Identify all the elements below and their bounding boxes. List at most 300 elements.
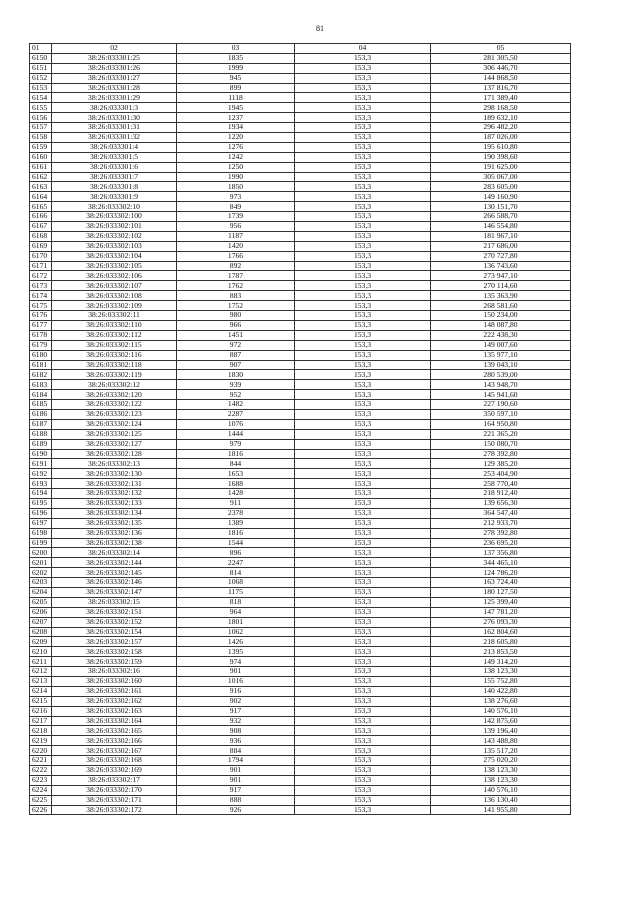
table-row <box>30 528 571 538</box>
row-number-cell: 6211 <box>30 657 52 667</box>
row-number-cell: 6226 <box>30 805 52 815</box>
cadastral-number-cell: 38:26:033301:25 <box>52 53 177 63</box>
amount-cell: 144 868,50 <box>431 73 571 83</box>
cadastral-number-cell: 38:26:033302:11 <box>52 311 177 321</box>
row-number-cell: 6152 <box>30 73 52 83</box>
amount-cell: 276 093,30 <box>431 617 571 627</box>
value-cell: 1766 <box>177 251 295 261</box>
table-row <box>30 73 571 83</box>
row-number-cell: 6169 <box>30 241 52 251</box>
cadastral-number-cell: 38:26:033302:109 <box>52 301 177 311</box>
cadastral-number-cell: 38:26:033302:147 <box>52 587 177 597</box>
cadastral-number-cell: 38:26:033302:118 <box>52 360 177 370</box>
cadastral-number-cell: 38:26:033302:144 <box>52 558 177 568</box>
cadastral-number-cell: 38:26:033302:120 <box>52 390 177 400</box>
value-cell: 1276 <box>177 142 295 152</box>
table-row <box>30 548 571 558</box>
value-cell: 1220 <box>177 133 295 143</box>
table-row <box>30 251 571 261</box>
table-row <box>30 587 571 597</box>
rate-cell: 153,3 <box>295 479 431 489</box>
rate-cell: 153,3 <box>295 241 431 251</box>
cadastral-number-cell: 38:26:033302:160 <box>52 677 177 687</box>
amount-cell: 190 398,60 <box>431 152 571 162</box>
rate-cell: 153,3 <box>295 627 431 637</box>
value-cell: 1762 <box>177 281 295 291</box>
table-row <box>30 657 571 667</box>
row-number-cell: 6167 <box>30 222 52 232</box>
row-number-cell: 6190 <box>30 449 52 459</box>
row-number-cell: 6196 <box>30 508 52 518</box>
table-row <box>30 113 571 123</box>
table-row <box>30 162 571 172</box>
value-cell: 818 <box>177 597 295 607</box>
table-row <box>30 597 571 607</box>
value-cell: 901 <box>177 766 295 776</box>
cadastral-number-cell: 38:26:033302:133 <box>52 498 177 508</box>
table-row <box>30 716 571 726</box>
value-cell: 1426 <box>177 637 295 647</box>
cadastral-number-cell: 38:26:033302:107 <box>52 281 177 291</box>
row-number-cell: 6157 <box>30 123 52 133</box>
cadastral-number-cell: 38:26:033302:172 <box>52 805 177 815</box>
rate-cell: 153,3 <box>295 706 431 716</box>
table-row <box>30 409 571 419</box>
row-number-cell: 6213 <box>30 677 52 687</box>
rate-cell: 153,3 <box>295 538 431 548</box>
cadastral-number-cell: 38:26:033302:166 <box>52 736 177 746</box>
cadastral-number-cell: 38:26:033302:105 <box>52 261 177 271</box>
rate-cell: 153,3 <box>295 726 431 736</box>
cadastral-number-cell: 38:26:033302:15 <box>52 597 177 607</box>
value-cell: 979 <box>177 439 295 449</box>
amount-cell: 136 743,60 <box>431 261 571 271</box>
row-number-cell: 6189 <box>30 439 52 449</box>
rate-cell: 153,3 <box>295 459 431 469</box>
table-row <box>30 182 571 192</box>
amount-cell: 222 438,30 <box>431 330 571 340</box>
amount-cell: 298 168,50 <box>431 103 571 113</box>
amount-cell: 137 356,80 <box>431 548 571 558</box>
value-cell: 1999 <box>177 63 295 73</box>
amount-cell: 149 314,20 <box>431 657 571 667</box>
cadastral-number-cell: 38:26:033302:108 <box>52 291 177 301</box>
cadastral-number-cell: 38:26:033302:151 <box>52 607 177 617</box>
rate-cell: 153,3 <box>295 192 431 202</box>
row-number-cell: 6163 <box>30 182 52 192</box>
value-cell: 911 <box>177 498 295 508</box>
page-number: 81 <box>316 24 324 33</box>
value-cell: 884 <box>177 746 295 756</box>
cadastral-number-cell: 38:26:033301:32 <box>52 133 177 143</box>
cadastral-number-cell: 38:26:033302:116 <box>52 350 177 360</box>
rate-cell: 153,3 <box>295 469 431 479</box>
row-number-cell: 6200 <box>30 548 52 558</box>
value-cell: 952 <box>177 390 295 400</box>
amount-cell: 278 392,80 <box>431 449 571 459</box>
cadastral-number-cell: 38:26:033301:8 <box>52 182 177 192</box>
rate-cell: 153,3 <box>295 261 431 271</box>
value-cell: 966 <box>177 320 295 330</box>
cadastral-number-cell: 38:26:033302:131 <box>52 479 177 489</box>
value-cell: 2287 <box>177 409 295 419</box>
table-row <box>30 152 571 162</box>
table-row <box>30 449 571 459</box>
row-number-cell: 6209 <box>30 637 52 647</box>
row-number-cell: 6188 <box>30 429 52 439</box>
amount-cell: 306 446,70 <box>431 63 571 73</box>
row-number-cell: 6176 <box>30 311 52 321</box>
table-row <box>30 785 571 795</box>
value-cell: 1062 <box>177 627 295 637</box>
amount-cell: 187 026,00 <box>431 133 571 143</box>
table-row <box>30 360 571 370</box>
table-row <box>30 498 571 508</box>
value-cell: 1990 <box>177 172 295 182</box>
cadastral-number-cell: 38:26:033302:12 <box>52 380 177 390</box>
table-row <box>30 123 571 133</box>
table-row <box>30 439 571 449</box>
row-number-cell: 6159 <box>30 142 52 152</box>
row-number-cell: 6158 <box>30 133 52 143</box>
value-cell: 972 <box>177 340 295 350</box>
row-number-cell: 6179 <box>30 340 52 350</box>
cadastral-number-cell: 38:26:033302:157 <box>52 637 177 647</box>
row-number-cell: 6207 <box>30 617 52 627</box>
rate-cell: 153,3 <box>295 696 431 706</box>
row-number-cell: 6183 <box>30 380 52 390</box>
row-number-cell: 6223 <box>30 775 52 785</box>
value-cell: 973 <box>177 192 295 202</box>
rate-cell: 153,3 <box>295 449 431 459</box>
rate-cell: 153,3 <box>295 419 431 429</box>
amount-cell: 135 977,10 <box>431 350 571 360</box>
amount-cell: 280 539,00 <box>431 370 571 380</box>
amount-cell: 138 123,30 <box>431 775 571 785</box>
row-number-cell: 6221 <box>30 756 52 766</box>
row-number-cell: 6205 <box>30 597 52 607</box>
value-cell: 926 <box>177 805 295 815</box>
row-number-cell: 6178 <box>30 330 52 340</box>
cadastral-number-cell: 38:26:033301:27 <box>52 73 177 83</box>
cadastral-number-cell: 38:26:033302:100 <box>52 212 177 222</box>
table-row <box>30 568 571 578</box>
amount-cell: 189 632,10 <box>431 113 571 123</box>
cadastral-number-cell: 38:26:033302:138 <box>52 538 177 548</box>
cadastral-number-cell: 38:26:033302:163 <box>52 706 177 716</box>
cadastral-number-cell: 38:26:033302:16 <box>52 667 177 677</box>
amount-cell: 278 392,80 <box>431 528 571 538</box>
amount-cell: 125 399,40 <box>431 597 571 607</box>
table-row <box>30 607 571 617</box>
row-number-cell: 6156 <box>30 113 52 123</box>
amount-cell: 171 389,40 <box>431 93 571 103</box>
rate-cell: 153,3 <box>295 311 431 321</box>
cadastral-number-cell: 38:26:033302:154 <box>52 627 177 637</box>
row-number-cell: 6225 <box>30 795 52 805</box>
amount-cell: 191 625,00 <box>431 162 571 172</box>
row-number-cell: 6168 <box>30 231 52 241</box>
row-number-cell: 6170 <box>30 251 52 261</box>
amount-cell: 139 656,30 <box>431 498 571 508</box>
value-cell: 974 <box>177 657 295 667</box>
table-row <box>30 93 571 103</box>
cadastral-number-cell: 38:26:033301:7 <box>52 172 177 182</box>
rate-cell: 153,3 <box>295 785 431 795</box>
cadastral-number-cell: 38:26:033302:170 <box>52 785 177 795</box>
value-cell: 1830 <box>177 370 295 380</box>
row-number-cell: 6172 <box>30 271 52 281</box>
row-number-cell: 6195 <box>30 498 52 508</box>
amount-cell: 163 724,40 <box>431 578 571 588</box>
row-number-cell: 6219 <box>30 736 52 746</box>
table-header <box>30 44 571 54</box>
amount-cell: 275 020,20 <box>431 756 571 766</box>
value-cell: 932 <box>177 716 295 726</box>
amount-cell: 181 967,10 <box>431 231 571 241</box>
value-cell: 1444 <box>177 429 295 439</box>
cadastral-number-cell: 38:26:033302:145 <box>52 568 177 578</box>
amount-cell: 281 305,50 <box>431 53 571 63</box>
value-cell: 888 <box>177 795 295 805</box>
table-row <box>30 805 571 815</box>
value-cell: 1850 <box>177 182 295 192</box>
rate-cell: 153,3 <box>295 330 431 340</box>
cadastral-number-cell: 38:26:033302:17 <box>52 775 177 785</box>
rate-cell: 153,3 <box>295 795 431 805</box>
row-number-cell: 6164 <box>30 192 52 202</box>
value-cell: 1118 <box>177 93 295 103</box>
row-number-cell: 6193 <box>30 479 52 489</box>
column-header-04: 04 <box>295 44 431 54</box>
amount-cell: 149 160,90 <box>431 192 571 202</box>
value-cell: 814 <box>177 568 295 578</box>
rate-cell: 153,3 <box>295 113 431 123</box>
amount-cell: 258 770,40 <box>431 479 571 489</box>
rate-cell: 153,3 <box>295 558 431 568</box>
table-row <box>30 429 571 439</box>
cadastral-number-cell: 38:26:033302:14 <box>52 548 177 558</box>
column-header-03: 03 <box>177 44 295 54</box>
amount-cell: 137 816,70 <box>431 83 571 93</box>
amount-cell: 141 955,80 <box>431 805 571 815</box>
rate-cell: 153,3 <box>295 439 431 449</box>
row-number-cell: 6215 <box>30 696 52 706</box>
cadastral-number-cell: 38:26:033302:103 <box>52 241 177 251</box>
cadastral-number-cell: 38:26:033302:10 <box>52 202 177 212</box>
rate-cell: 153,3 <box>295 53 431 63</box>
table-row <box>30 142 571 152</box>
value-cell: 902 <box>177 696 295 706</box>
amount-cell: 218 912,40 <box>431 489 571 499</box>
amount-cell: 180 127,50 <box>431 587 571 597</box>
rate-cell: 153,3 <box>295 508 431 518</box>
rate-cell: 153,3 <box>295 578 431 588</box>
table-row <box>30 133 571 143</box>
amount-cell: 212 933,70 <box>431 518 571 528</box>
cadastral-number-cell: 38:26:033302:159 <box>52 657 177 667</box>
row-number-cell: 6160 <box>30 152 52 162</box>
row-number-cell: 6210 <box>30 647 52 657</box>
value-cell: 1544 <box>177 538 295 548</box>
rate-cell: 153,3 <box>295 251 431 261</box>
value-cell: 980 <box>177 311 295 321</box>
rate-cell: 153,3 <box>295 677 431 687</box>
row-number-cell: 6212 <box>30 667 52 677</box>
rate-cell: 153,3 <box>295 152 431 162</box>
row-number-cell: 6153 <box>30 83 52 93</box>
value-cell: 896 <box>177 548 295 558</box>
cadastral-number-cell: 38:26:033302:158 <box>52 647 177 657</box>
table-row <box>30 281 571 291</box>
rate-cell: 153,3 <box>295 63 431 73</box>
amount-cell: 164 950,80 <box>431 419 571 429</box>
cadastral-number-cell: 38:26:033302:123 <box>52 409 177 419</box>
cadastral-number-cell: 38:26:033302:101 <box>52 222 177 232</box>
rate-cell: 153,3 <box>295 607 431 617</box>
amount-cell: 146 554,80 <box>431 222 571 232</box>
rate-cell: 153,3 <box>295 103 431 113</box>
table-row <box>30 647 571 657</box>
cadastral-number-cell: 38:26:033302:127 <box>52 439 177 449</box>
row-number-cell: 6184 <box>30 390 52 400</box>
value-cell: 1068 <box>177 578 295 588</box>
amount-cell: 150 234,00 <box>431 311 571 321</box>
table-row <box>30 746 571 756</box>
rate-cell: 153,3 <box>295 637 431 647</box>
rate-cell: 153,3 <box>295 528 431 538</box>
rate-cell: 153,3 <box>295 548 431 558</box>
value-cell: 2247 <box>177 558 295 568</box>
amount-cell: 139 043,10 <box>431 360 571 370</box>
table-row <box>30 775 571 785</box>
value-cell: 1482 <box>177 400 295 410</box>
amount-cell: 221 365,20 <box>431 429 571 439</box>
cadastral-number-cell: 38:26:033302:132 <box>52 489 177 499</box>
amount-cell: 124 786,20 <box>431 568 571 578</box>
row-number-cell: 6202 <box>30 568 52 578</box>
value-cell: 1250 <box>177 162 295 172</box>
row-number-cell: 6208 <box>30 627 52 637</box>
cadastral-number-cell: 38:26:033301:9 <box>52 192 177 202</box>
cadastral-number-cell: 38:26:033302:112 <box>52 330 177 340</box>
cadastral-number-cell: 38:26:033301:30 <box>52 113 177 123</box>
row-number-cell: 6203 <box>30 578 52 588</box>
cadastral-number-cell: 38:26:033302:130 <box>52 469 177 479</box>
value-cell: 2378 <box>177 508 295 518</box>
rate-cell: 153,3 <box>295 222 431 232</box>
row-number-cell: 6187 <box>30 419 52 429</box>
rate-cell: 153,3 <box>295 657 431 667</box>
rate-cell: 153,3 <box>295 93 431 103</box>
cadastral-number-cell: 38:26:033302:115 <box>52 340 177 350</box>
cadastral-number-cell: 38:26:033302:119 <box>52 370 177 380</box>
value-cell: 1175 <box>177 587 295 597</box>
rate-cell: 153,3 <box>295 133 431 143</box>
rate-cell: 153,3 <box>295 716 431 726</box>
cadastral-number-cell: 38:26:033302:165 <box>52 726 177 736</box>
amount-cell: 139 196,40 <box>431 726 571 736</box>
table-row <box>30 320 571 330</box>
amount-cell: 135 517,20 <box>431 746 571 756</box>
cadastral-number-cell: 38:26:033301:3 <box>52 103 177 113</box>
table-row <box>30 766 571 776</box>
rate-cell: 153,3 <box>295 281 431 291</box>
cadastral-number-cell: 38:26:033301:6 <box>52 162 177 172</box>
value-cell: 1428 <box>177 489 295 499</box>
row-number-cell: 6151 <box>30 63 52 73</box>
amount-cell: 140 576,10 <box>431 706 571 716</box>
value-cell: 1787 <box>177 271 295 281</box>
rate-cell: 153,3 <box>295 202 431 212</box>
amount-cell: 129 385,20 <box>431 459 571 469</box>
amount-cell: 140 422,80 <box>431 686 571 696</box>
column-header-05: 05 <box>431 44 571 54</box>
amount-cell: 305 067,00 <box>431 172 571 182</box>
rate-cell: 153,3 <box>295 350 431 360</box>
row-number-cell: 6214 <box>30 686 52 696</box>
table-row <box>30 627 571 637</box>
value-cell: 1688 <box>177 479 295 489</box>
value-cell: 1816 <box>177 449 295 459</box>
row-number-cell: 6150 <box>30 53 52 63</box>
amount-cell: 150 080,70 <box>431 439 571 449</box>
table-row <box>30 459 571 469</box>
amount-cell: 268 581,60 <box>431 301 571 311</box>
row-number-cell: 6180 <box>30 350 52 360</box>
value-cell: 917 <box>177 785 295 795</box>
table-row <box>30 489 571 499</box>
rate-cell: 153,3 <box>295 568 431 578</box>
register-table <box>29 43 571 815</box>
row-number-cell: 6197 <box>30 518 52 528</box>
cadastral-number-cell: 38:26:033301:26 <box>52 63 177 73</box>
value-cell: 1752 <box>177 301 295 311</box>
table-row <box>30 469 571 479</box>
table-body <box>30 53 571 815</box>
amount-cell: 296 482,20 <box>431 123 571 133</box>
amount-cell: 155 752,80 <box>431 677 571 687</box>
row-number-cell: 6155 <box>30 103 52 113</box>
amount-cell: 143 948,70 <box>431 380 571 390</box>
table-row <box>30 222 571 232</box>
value-cell: 1242 <box>177 152 295 162</box>
value-cell: 1835 <box>177 53 295 63</box>
row-number-cell: 6191 <box>30 459 52 469</box>
row-number-cell: 6165 <box>30 202 52 212</box>
row-number-cell: 6161 <box>30 162 52 172</box>
table-row <box>30 706 571 716</box>
rate-cell: 153,3 <box>295 340 431 350</box>
table-row <box>30 103 571 113</box>
value-cell: 901 <box>177 667 295 677</box>
row-number-cell: 6182 <box>30 370 52 380</box>
amount-cell: 213 853,50 <box>431 647 571 657</box>
table-row <box>30 756 571 766</box>
value-cell: 1395 <box>177 647 295 657</box>
table-row <box>30 261 571 271</box>
rate-cell: 153,3 <box>295 291 431 301</box>
value-cell: 939 <box>177 380 295 390</box>
cadastral-number-cell: 38:26:033302:128 <box>52 449 177 459</box>
value-cell: 901 <box>177 775 295 785</box>
table-row <box>30 726 571 736</box>
cadastral-number-cell: 38:26:033302:135 <box>52 518 177 528</box>
table-row <box>30 558 571 568</box>
rate-cell: 153,3 <box>295 73 431 83</box>
amount-cell: 136 130,40 <box>431 795 571 805</box>
amount-cell: 273 947,10 <box>431 271 571 281</box>
